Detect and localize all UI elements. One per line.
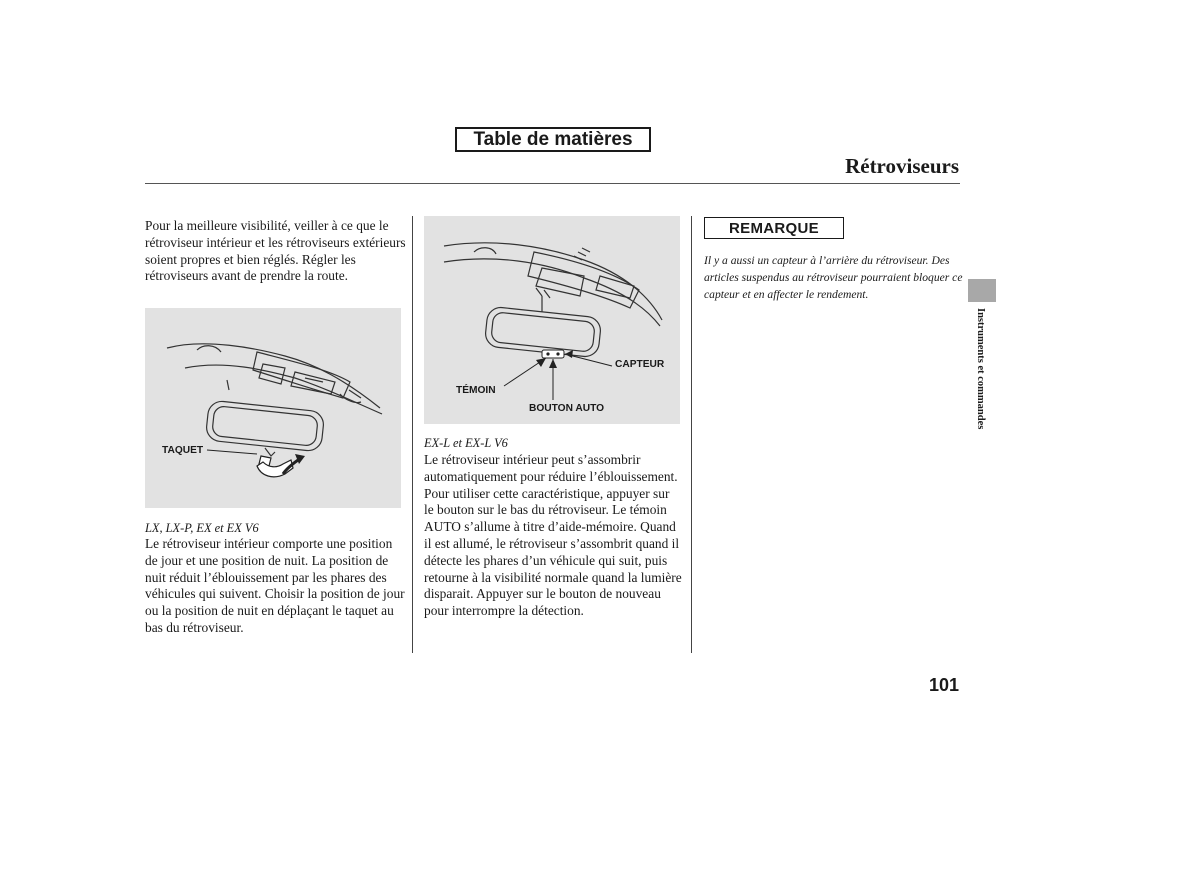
model-caption-manual: LX, LX-P, EX et EX V6 xyxy=(145,521,259,535)
auto-dimming-paragraph: Le rétroviseur intérieur peut s’assombrir automatiquement pour réduire l’éblouissement. Pour utiliser cette caractéristique, appuyer sur le bouton sur le bas du rétroviseur. Le témoin AUTO s’allume à titre d’aide-mémoire. Quand il est allumé, le rétroviseur s’assombrit quand il détecte les phares d’un véhicule qui suit, puis retourne à la visibilité normale quand la lumière disparait. Appuyer sur le bouton de nouveau pour interrompre la détection. xyxy=(424,452,682,619)
indicator-label: TÉMOIN xyxy=(456,385,496,396)
intro-paragraph: Pour la meilleure visibilité, veiller à ce que le rétroviseur intérieur et les rétroviseurs extérieurs soient propres et bien réglés. Régler les rétroviseurs avant de prendre la route. xyxy=(145,218,406,284)
tab-label: TAQUET xyxy=(162,445,204,456)
table-of-contents-link[interactable] xyxy=(455,127,651,152)
auto-button-label: BOUTON AUTO xyxy=(529,403,605,414)
chapter-side-label: Instruments et commandes xyxy=(975,308,986,430)
page-number: 101 xyxy=(928,675,959,695)
manual-mirror-drawing xyxy=(145,308,401,508)
note-paragraph: Il y a aussi un capteur à l’arrière du rétroviseur. Des articles suspendus au rétroviseur pourraient bloquer ce capteur et en affecter le rendement. xyxy=(704,254,963,301)
auto-dimming-mirror-illustration xyxy=(424,216,680,424)
header-rule xyxy=(145,183,960,184)
column-divider-1 xyxy=(412,216,413,653)
note-heading xyxy=(704,217,844,239)
toc-label: Table de matières xyxy=(473,128,633,150)
sensor-label: CAPTEUR xyxy=(615,359,665,370)
column-divider-2 xyxy=(691,216,692,653)
chapter-side-tab xyxy=(968,279,996,302)
manual-mirror-illustration xyxy=(145,308,401,508)
model-caption-auto: EX-L et EX-L V6 xyxy=(424,436,508,450)
manual-mirror-paragraph: Le rétroviseur intérieur comporte une position de jour et une position de nuit. La position de nuit réduit l’éblouissement par les phares des véhicules qui suivent. Choisir la position de jour ou la position de nuit en déplaçant le taquet au bas du rétroviseur. xyxy=(145,536,405,635)
section-title: Rétroviseurs xyxy=(845,154,959,178)
note-heading-label: REMARQUE xyxy=(729,219,819,237)
